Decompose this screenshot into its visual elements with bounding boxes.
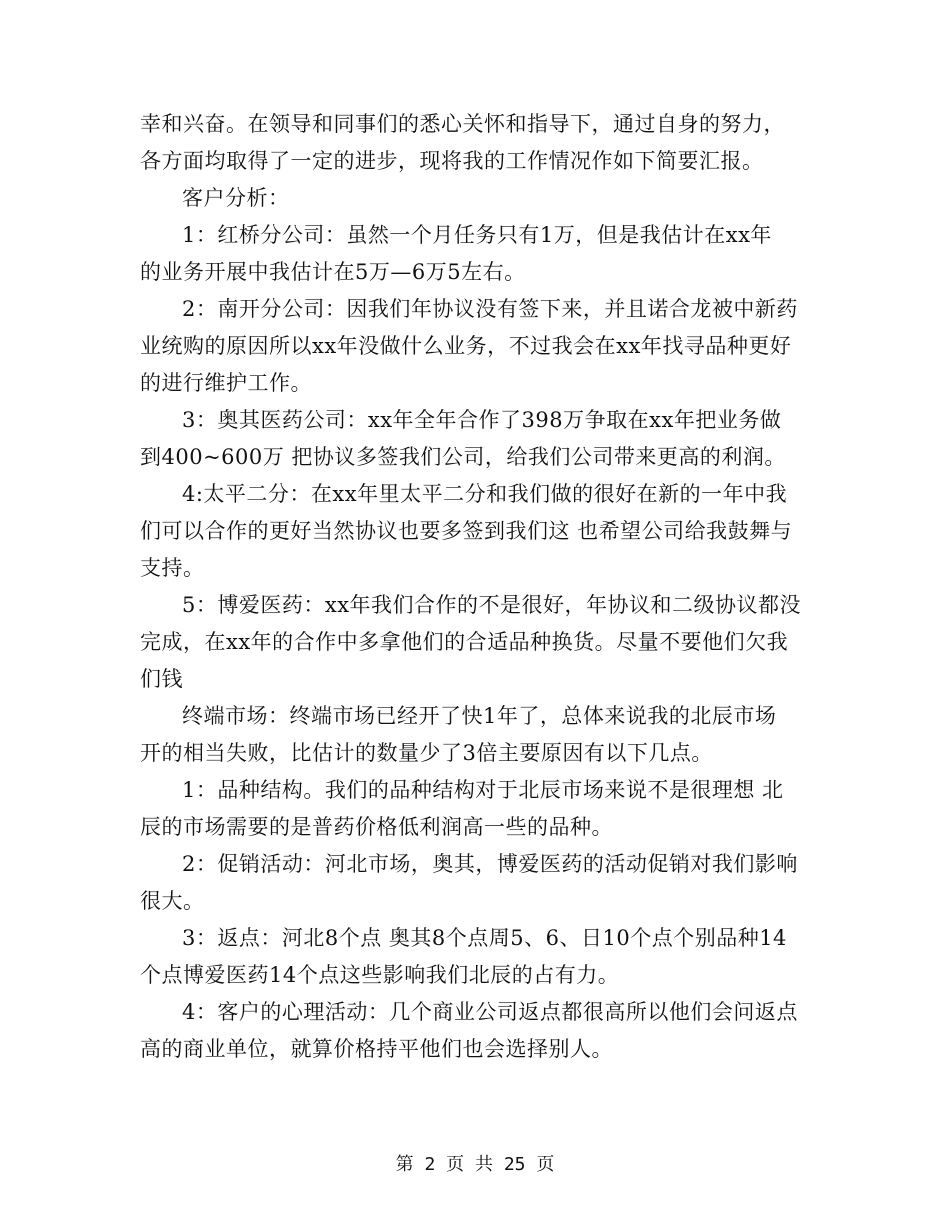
text-line: 很大。 [140, 889, 205, 913]
text-line: 4：客户的心理活动：几个商业公司返点都很高所以他们会问返点 [182, 1000, 798, 1024]
text-line: 3：奥其医药公司：xx年全年合作了398万争取在xx年把业务做 [182, 408, 782, 432]
text-line: 的业务开展中我估计在5万—6万5左右。 [140, 260, 526, 284]
text-line: 到400~600万 把协议多签我们公司，给我们公司带来更高的利润。 [140, 445, 786, 469]
text-line: 们可以合作的更好当然协议也要多签到我们这 也希望公司给我鼓舞与 [140, 519, 793, 543]
text-line: 个点博爱医药14个点这些影响我们北辰的占有力。 [140, 963, 620, 987]
text-line: 1：品种结构。我们的品种结构对于北辰市场来说不是很理想 北 [182, 778, 784, 802]
text-line: 4:太平二分：在xx年里太平二分和我们做的很好在新的一年中我 [182, 482, 788, 506]
text-line: 3：返点：河北8个点 奥其8个点周5、6、日10个点个别品种14 [182, 926, 787, 950]
text-line: 2：促销活动：河北市场，奥其，博爱医药的活动促销对我们影响 [182, 852, 798, 876]
text-line: 幸和兴奋。在领导和同事们的悉心关怀和指导下，通过自身的努力， [140, 112, 785, 136]
text-line: 2：南开分公司：因我们年协议没有签下来，并且诺合龙被中新药 [182, 297, 798, 321]
text-line: 开的相当失败，比估计的数量少了3倍主要原因有以下几点。 [140, 741, 713, 765]
text-line: 完成，在xx年的合作中多拿他们的合适品种换货。尽量不要他们欠我 [140, 630, 789, 654]
text-line: 终端市场：终端市场已经开了快1年了，总体来说我的北辰市场 [182, 704, 777, 728]
text-line: 辰的市场需要的是普药价格低利润高一些的品种。 [140, 815, 613, 839]
text-line: 客户分析： [182, 186, 290, 210]
document-body [140, 106, 820, 1068]
text-line: 各方面均取得了一定的进步，现将我的工作情况作如下简要汇报。 [140, 149, 764, 173]
text-line: 业统购的原因所以xx年没做什么业务，不过我会在xx年找寻品种更好 [140, 334, 792, 358]
text-line: 高的商业单位，就算价格持平他们也会选择别人。 [140, 1037, 613, 1061]
text-line: 5：博爱医药：xx年我们合作的不是很好，年协议和二级协议都没 [182, 593, 802, 617]
text-line: 们钱 [140, 667, 183, 691]
text-line: 1：红桥分公司：虽然一个月任务只有1万，但是我估计在xx年 [182, 223, 772, 247]
text-line: 支持。 [140, 556, 205, 580]
page-number-footer: 第 2 页 共 25 页 [395, 1154, 555, 1175]
text-line: 的进行维护工作。 [140, 371, 312, 395]
